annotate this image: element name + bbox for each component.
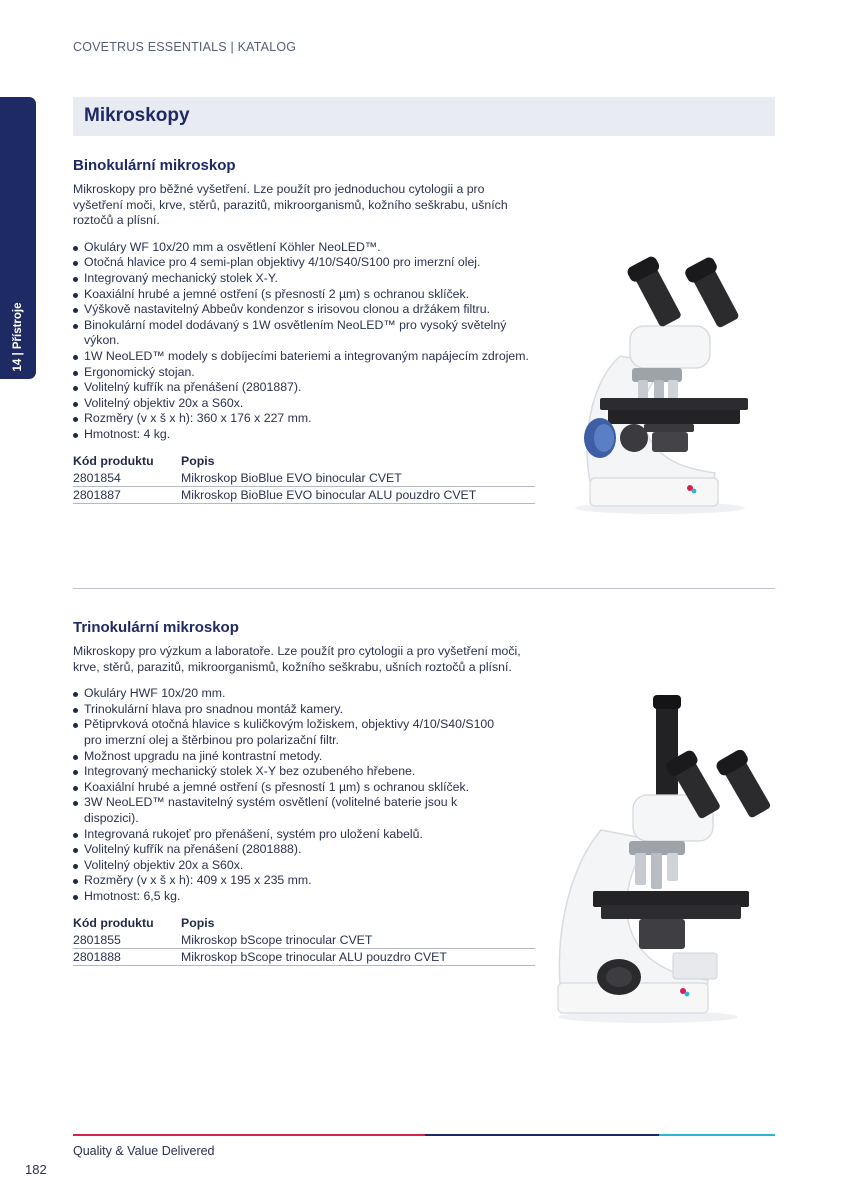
feature-item: Volitelný kufřík na přenášení (2801888). — [73, 842, 513, 858]
product-code-table — [73, 454, 535, 504]
section-intro: Mikroskopy pro výzkum a laboratoře. Lze použít pro cytologii a pro vyšetření moči, krve, stěrů, parazitů, mikroorganismů, kožního seškrabu, ušních roztočů a plísní. — [73, 644, 521, 674]
section-intro: Mikroskopy pro běžné vyšetření. Lze použít pro jednoduchou cytologii a pro vyšetření moči, krve, stěrů, parazitů, mikroorganismů, kožního seškrabu, ušních roztočů a plísní. — [73, 182, 508, 228]
feature-item: Volitelný kufřík na přenášení (2801887). — [73, 380, 535, 396]
catalog-header: COVETRUS ESSENTIALS | KATALOG — [73, 40, 297, 54]
feature-item: Integrovaná rukojeť pro přenášení, systém pro uložení kabelů. — [73, 827, 513, 843]
footer-rule-red — [73, 1134, 425, 1136]
column-header-description: Popis — [181, 915, 215, 930]
feature-item: Koaxiální hrubé a jemné ostření (s přesností 2 µm) s ochranou sklíček. — [73, 287, 535, 303]
column-header-code: Kód produktu — [73, 915, 154, 930]
feature-item: Hmotnost: 4 kg. — [73, 427, 535, 443]
footer-rule — [73, 1134, 775, 1136]
table-row — [73, 486, 535, 503]
feature-list — [73, 686, 513, 904]
feature-item: 1W NeoLED™ modely s dobíjecími bateriemi a integrovaným napájecím zdrojem. — [73, 349, 535, 365]
feature-list — [73, 240, 535, 443]
feature-item: Rozměry (v x š x h): 409 x 195 x 235 mm. — [73, 873, 513, 889]
table-header-row — [73, 916, 535, 932]
footer-rule-cyan — [659, 1134, 775, 1136]
footer-tagline: Quality & Value Delivered — [73, 1144, 215, 1158]
feature-item: Okuláry HWF 10x/20 mm. — [73, 686, 513, 702]
chapter-tab — [0, 97, 36, 379]
feature-item: Volitelný objektiv 20x a S60x. — [73, 396, 535, 412]
product-code: 2801855 — [73, 932, 181, 949]
feature-item: Integrovaný mechanický stolek X-Y bez ozubeného hřebene. — [73, 764, 513, 780]
feature-item: Koaxiální hrubé a jemné ostření (s přesností 1 µm) s ochranou sklíček. — [73, 780, 513, 796]
column-header-description: Popis — [181, 453, 215, 468]
feature-item: Trinokulární hlava pro snadnou montáž kamery. — [73, 702, 513, 718]
feature-item: Okuláry WF 10x/20 mm a osvětlení Köhler NeoLED™. — [73, 240, 535, 256]
table-row — [73, 932, 535, 949]
product-description: Mikroskop BioBlue EVO binocular CVET — [181, 470, 535, 487]
section-heading: Binokulární mikroskop — [73, 157, 236, 174]
product-code: 2801887 — [73, 486, 181, 503]
product-code: 2801854 — [73, 470, 181, 487]
product-description: Mikroskop bScope trinocular ALU pouzdro CVET — [181, 948, 535, 965]
table-header-row — [73, 454, 535, 470]
feature-item: Pětiprvková otočná hlavice s kuličkovým ložiskem, objektivy 4/10/S40/S100 pro imerzní olej a štěrbinou pro polarizační filtr. — [73, 717, 513, 748]
section-binocular — [73, 157, 543, 504]
trinocular-microscope-image — [553, 695, 775, 1027]
feature-item: Volitelný objektiv 20x a S60x. — [73, 858, 513, 874]
feature-item: Možnost upgradu na jiné kontrastní metody. — [73, 749, 513, 765]
column-header-code: Kód produktu — [73, 453, 154, 468]
binocular-microscope-image — [560, 238, 775, 520]
table-row — [73, 948, 535, 965]
feature-item: 3W NeoLED™ nastavitelný systém osvětlení (volitelné baterie jsou k dispozici). — [73, 795, 513, 826]
product-code: 2801888 — [73, 948, 181, 965]
feature-item: Rozměry (v x š x h): 360 x 176 x 227 mm. — [73, 411, 535, 427]
page-number: 182 — [25, 1162, 47, 1177]
title-bar — [73, 97, 775, 136]
feature-item: Otočná hlavice pro 4 semi-plan objektivy 4/10/S40/S100 pro imerzní olej. — [73, 255, 535, 271]
section-trinocular — [73, 619, 543, 966]
footer-rule-navy — [425, 1134, 659, 1136]
feature-item: Binokulární model dodávaný s 1W osvětlením NeoLED™ pro vysoký světelný výkon. — [73, 318, 535, 349]
feature-item: Výškově nastavitelný Abbeův kondenzor s irisovou clonou a držákem filtru. — [73, 302, 535, 318]
section-heading: Trinokulární mikroskop — [73, 619, 239, 636]
page-title: Mikroskopy — [84, 105, 190, 126]
table-row — [73, 470, 535, 487]
feature-item: Ergonomický stojan. — [73, 365, 535, 381]
product-description: Mikroskop BioBlue EVO binocular ALU pouzdro CVET — [181, 486, 535, 503]
product-code-table — [73, 916, 535, 966]
feature-item: Integrovaný mechanický stolek X-Y. — [73, 271, 535, 287]
product-description: Mikroskop bScope trinocular CVET — [181, 932, 535, 949]
section-divider — [73, 588, 775, 589]
chapter-tab-label: 14 | Přístroje — [12, 302, 24, 372]
feature-item: Hmotnost: 6,5 kg. — [73, 889, 513, 905]
